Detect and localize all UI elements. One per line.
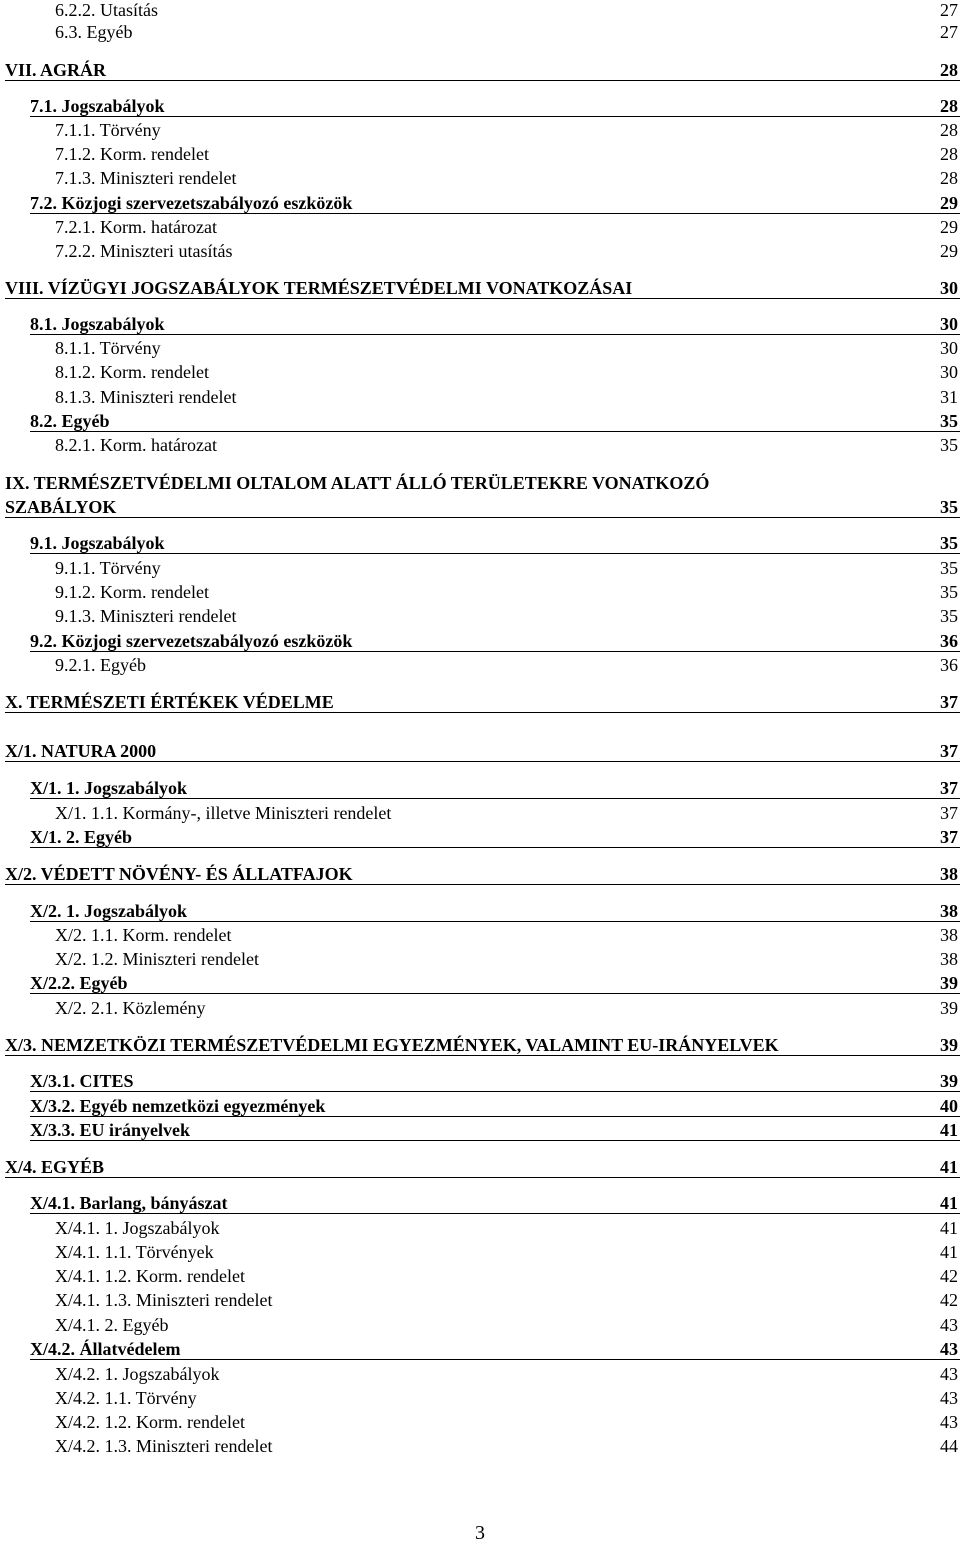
toc-entry-label: VII. AGRÁR (5, 60, 107, 80)
toc-entry-page: 41 (940, 1218, 958, 1238)
toc-entry-page: 29 (940, 217, 958, 237)
toc-entry-label: VIII. VÍZÜGYI JOGSZABÁLYOK TERMÉSZETVÉDELMI VONATKOZÁSAI (5, 278, 633, 298)
toc-entry-label: 6.2.2. Utasítás (55, 0, 158, 20)
toc-entry[interactable] (30, 778, 960, 799)
toc-entry-label: 9.1.3. Miniszteri rendelet (55, 606, 237, 626)
toc-entry[interactable] (30, 901, 960, 922)
toc-entry-label: 7.2.1. Korm. határozat (55, 217, 217, 237)
toc-entry[interactable] (5, 1157, 960, 1178)
toc-entry-page: 43 (940, 1388, 958, 1408)
toc-entry[interactable] (55, 1412, 960, 1432)
toc-entry-page: 35 (940, 533, 958, 553)
toc-entry[interactable] (30, 1096, 960, 1117)
toc-entry-label: X/4.1. 1.2. Korm. rendelet (55, 1266, 245, 1286)
toc-entry[interactable] (30, 1071, 960, 1092)
toc-entry-label: X/3.2. Egyéb nemzetközi egyezmények (30, 1096, 326, 1116)
toc-entry-page: 38 (940, 949, 958, 969)
toc-entry[interactable] (55, 217, 960, 237)
toc-entry[interactable] (55, 655, 960, 675)
toc-entry[interactable] (55, 1266, 960, 1286)
toc-entry-label: 7.1.1. Törvény (55, 120, 161, 140)
toc-entry-page: 35 (940, 497, 958, 517)
toc-entry[interactable] (5, 278, 960, 299)
toc-entry-page: 39 (940, 998, 958, 1018)
toc-entry-label: 7.1.3. Miniszteri rendelet (55, 168, 237, 188)
chapter-ix-title-line1: IX. TERMÉSZETVÉDELMI OLTALOM ALATT ÁLLÓ TERÜLETEKRE VONATKOZÓ (5, 473, 710, 493)
toc-entry-label: 9.2.1. Egyéb (55, 655, 146, 675)
toc-entry-page: 38 (940, 901, 958, 921)
toc-entry-label: 8.1.1. Törvény (55, 338, 161, 358)
toc-entry[interactable] (55, 1242, 960, 1262)
toc-entry-label: X/4.1. 1. Jogszabályok (55, 1218, 220, 1238)
toc-entry[interactable] (55, 241, 960, 261)
toc-entry[interactable] (55, 582, 960, 602)
toc-entry-label: X/4.1. Barlang, bányászat (30, 1193, 228, 1213)
toc-entry-label: X/4.2. 1.1. Törvény (55, 1388, 197, 1408)
toc-entry[interactable] (5, 741, 960, 762)
toc-entry-label: 7.2.2. Miniszteri utasítás (55, 241, 233, 261)
toc-entry-page: 37 (940, 827, 958, 847)
toc-entry-label: 8.1.2. Korm. rendelet (55, 362, 209, 382)
toc-entry-label: X. TERMÉSZETI ÉRTÉKEK VÉDELME (5, 692, 334, 712)
toc-entry[interactable] (30, 827, 960, 848)
toc-entry-page: 44 (940, 1436, 958, 1456)
toc-entry-page: 27 (940, 0, 958, 20)
toc-entry-page: 30 (940, 278, 958, 298)
toc-entry-label: X/1. NATURA 2000 (5, 741, 157, 761)
toc-entry-page: 39 (940, 1071, 958, 1091)
toc-entry-page: 37 (940, 692, 958, 712)
toc-entry-label: X/3.1. CITES (30, 1071, 134, 1091)
toc-entry-page: 35 (940, 606, 958, 626)
toc-entry[interactable] (30, 411, 960, 432)
toc-entry-label: X/2. 1. Jogszabályok (30, 901, 188, 921)
toc-entry-page: 35 (940, 435, 958, 455)
toc-entry-page: 39 (940, 973, 958, 993)
toc-entry-page: 42 (940, 1290, 958, 1310)
toc-entry-page: 29 (940, 241, 958, 261)
toc-entry-label: X/4.2. 1.3. Miniszteri rendelet (55, 1436, 273, 1456)
toc-entry-page: 41 (940, 1120, 958, 1140)
toc-entry-page: 40 (940, 1096, 958, 1116)
toc-entry-page: 37 (940, 741, 958, 761)
toc-entry-label: X/4.1. 1.3. Miniszteri rendelet (55, 1290, 273, 1310)
toc-entry[interactable] (55, 144, 960, 164)
toc-entry[interactable] (55, 925, 960, 945)
toc-entry-label: 9.2. Közjogi szervezetszabályozó eszközök (30, 631, 353, 651)
toc-entry[interactable] (55, 1364, 960, 1384)
toc-entry-page: 28 (940, 144, 958, 164)
toc-entry-label: X/4.1. 2. Egyéb (55, 1315, 169, 1335)
toc-entry[interactable] (55, 435, 960, 455)
toc-entry-page: 29 (940, 193, 958, 213)
toc-entry-page: 37 (940, 803, 958, 823)
toc-entry[interactable] (55, 387, 960, 407)
toc-entry[interactable] (30, 973, 960, 994)
toc-entry-page: 35 (940, 558, 958, 578)
toc-entry-page: 43 (940, 1364, 958, 1384)
toc-entry[interactable] (55, 1290, 960, 1310)
toc-entry[interactable] (5, 692, 960, 713)
toc-entry-page: 28 (940, 60, 958, 80)
toc-entry-page: 42 (940, 1266, 958, 1286)
toc-entry-label: 7.1. Jogszabályok (30, 96, 165, 116)
toc-entry-page: 35 (940, 582, 958, 602)
toc-entry[interactable] (55, 0, 960, 20)
toc-entry[interactable] (55, 1388, 960, 1408)
toc-entry-page: 39 (940, 1035, 958, 1055)
toc-entry[interactable] (30, 193, 960, 214)
toc-entry-label: X/2.2. Egyéb (30, 973, 128, 993)
toc-entry[interactable] (55, 168, 960, 188)
toc-entry-page: 28 (940, 168, 958, 188)
toc-entry-label: 8.2.1. Korm. határozat (55, 435, 217, 455)
toc-entry[interactable] (55, 803, 960, 823)
toc-entry-page: 43 (940, 1339, 958, 1359)
toc-entry[interactable] (55, 362, 960, 382)
toc-entry[interactable] (5, 60, 960, 81)
toc-entry-label: X/1. 1. Jogszabályok (30, 778, 188, 798)
toc-entry[interactable] (55, 22, 960, 42)
toc-entry-page: 41 (940, 1193, 958, 1213)
toc-entry-label: 8.1.3. Miniszteri rendelet (55, 387, 237, 407)
toc-entry-page: 36 (940, 631, 958, 651)
toc-entry-label: X/2. 1.2. Miniszteri rendelet (55, 949, 259, 969)
toc-entry-page: 30 (940, 314, 958, 334)
toc-entry-label: X/1. 1.1. Kormány-, illetve Miniszteri rendelet (55, 803, 392, 823)
toc-entry-label: 9.1.1. Törvény (55, 558, 161, 578)
toc-entry[interactable] (5, 1035, 960, 1056)
toc-entry-page: 41 (940, 1242, 958, 1262)
toc-entry-page: 41 (940, 1157, 958, 1177)
toc-entry-label: X/4.2. Állatvédelem (30, 1339, 181, 1359)
toc-entry[interactable] (30, 1120, 960, 1141)
toc-entry[interactable] (5, 497, 960, 518)
toc-entry-label: 9.1.2. Korm. rendelet (55, 582, 209, 602)
toc-entry[interactable] (5, 864, 960, 885)
toc-entry[interactable] (30, 631, 960, 652)
toc-entry-page: 30 (940, 362, 958, 382)
toc-entry-page: 43 (940, 1315, 958, 1335)
toc-entry[interactable] (55, 998, 960, 1018)
toc-entry-label: X/1. 2. Egyéb (30, 827, 133, 847)
toc-entry-label: X/2. 2.1. Közlemény (55, 998, 206, 1018)
toc-entry[interactable] (30, 96, 960, 117)
toc-entry-page: 38 (940, 864, 958, 884)
toc-entry-page: 38 (940, 925, 958, 945)
toc-entry-page: 36 (940, 655, 958, 675)
toc-entry-page: 30 (940, 338, 958, 358)
toc-entry[interactable] (55, 1315, 960, 1335)
toc-entry-page: 35 (940, 411, 958, 431)
toc-entry-label: X/4. EGYÉB (5, 1157, 105, 1177)
toc-entry-label: X/3. NEMZETKÖZI TERMÉSZETVÉDELMI EGYEZMÉNYEK, VALAMINT EU-IRÁNYELVEK (5, 1035, 779, 1055)
toc-entry[interactable] (55, 558, 960, 578)
toc-entry[interactable] (55, 949, 960, 969)
toc-entry[interactable] (30, 314, 960, 335)
toc-entry[interactable] (30, 1193, 960, 1214)
toc-entry-label: 8.1. Jogszabályok (30, 314, 165, 334)
toc-entry-page: 28 (940, 96, 958, 116)
toc-entry-label: 8.2. Egyéb (30, 411, 110, 431)
toc-entry-label: X/4.2. 1. Jogszabályok (55, 1364, 220, 1384)
toc-entry-page: 37 (940, 778, 958, 798)
toc-entry[interactable] (55, 120, 960, 140)
toc-entry-label: X/4.2. 1.2. Korm. rendelet (55, 1412, 245, 1432)
toc-entry-label: 9.1. Jogszabályok (30, 533, 165, 553)
toc-entry-page: 27 (940, 22, 958, 42)
toc-entry-label: X/3.3. EU irányelvek (30, 1120, 190, 1140)
toc-entry-label: X/2. VÉDETT NÖVÉNY- ÉS ÁLLATFAJOK (5, 864, 353, 884)
toc-entry[interactable] (55, 606, 960, 626)
toc-entry-page: 31 (940, 387, 958, 407)
toc-entry-label: 6.3. Egyéb (55, 22, 133, 42)
toc-entry-label: 7.1.2. Korm. rendelet (55, 144, 209, 164)
toc-entry-label: 7.2. Közjogi szervezetszabályozó eszközök (30, 193, 353, 213)
toc-entry[interactable] (55, 1436, 960, 1456)
toc-entry-label: X/4.1. 1.1. Törvények (55, 1242, 214, 1262)
toc-entry[interactable] (30, 533, 960, 554)
toc-entry[interactable] (55, 1218, 960, 1238)
toc-entry-page: 28 (940, 120, 958, 140)
toc-entry-label: X/2. 1.1. Korm. rendelet (55, 925, 232, 945)
toc-entry-label: SZABÁLYOK (5, 497, 117, 517)
page-number: 3 (475, 1522, 485, 1544)
toc-entry[interactable] (55, 338, 960, 358)
toc-entry-page: 43 (940, 1412, 958, 1432)
toc-entry[interactable] (30, 1339, 960, 1360)
